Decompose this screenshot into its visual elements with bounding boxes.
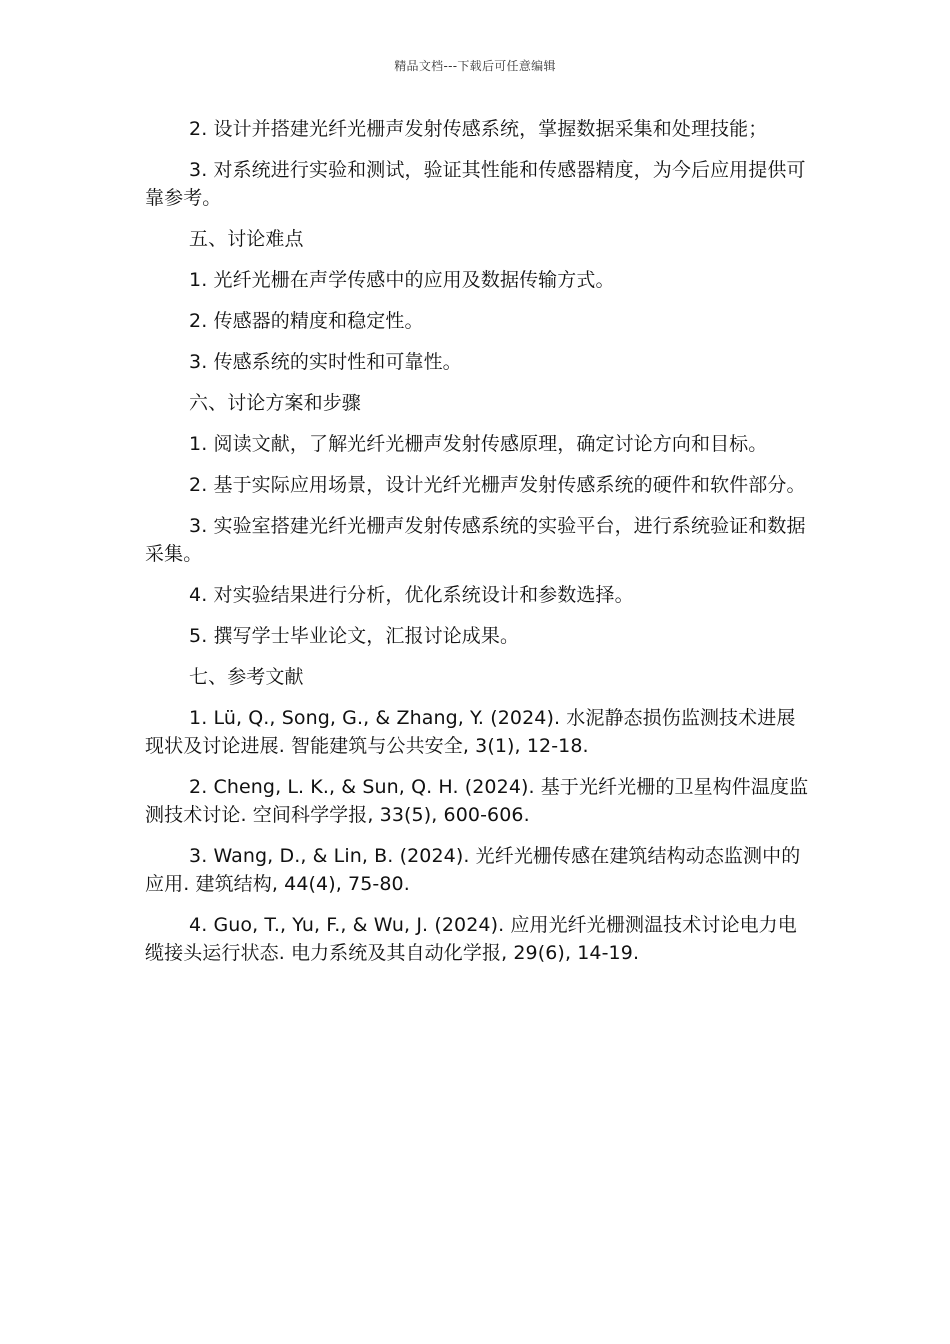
paragraph-objective-2: 2. 设计并搭建光纤光栅声发射传感系统，掌握数据采集和处理技能； xyxy=(189,118,768,140)
page-header: 精品文档---下载后可任意编辑 xyxy=(394,59,556,73)
reference-item-3: 3. Wang, D., & Lin, B. (2024). 光纤光栅传感在建筑结构动态监测中的应用. 建筑结构, 44(4), 75-80. xyxy=(145,845,801,895)
paragraph-step-3: 3. 实验室搭建光纤光栅声发射传感系统的实验平台，进行系统验证和数据采集。 xyxy=(145,515,806,565)
section-heading-difficulties: 五、讨论难点 xyxy=(189,228,304,250)
document-body xyxy=(145,115,811,980)
paragraph-step-4: 4. 对实验结果进行分析，优化系统设计和参数选择。 xyxy=(189,584,634,606)
paragraph-step-1: 1. 阅读文献，了解光纤光栅声发射传感原理，确定讨论方向和目标。 xyxy=(189,433,768,455)
reference-item-4: 4. Guo, T., Yu, F., & Wu, J. (2024). 应用光纤光栅测温技术讨论电力电缆接头运行状态. 电力系统及其自动化学报, 29(6), 14-19. xyxy=(145,914,797,964)
paragraph-objective-3: 3. 对系统进行实验和测试，验证其性能和传感器精度，为今后应用提供可靠参考。 xyxy=(145,159,806,209)
section-heading-plan: 六、讨论方案和步骤 xyxy=(189,392,361,414)
paragraph-difficulty-1: 1. 光纤光栅在声学传感中的应用及数据传输方式。 xyxy=(189,269,615,291)
reference-item-1: 1. Lü, Q., Song, G., & Zhang, Y. (2024). 水泥静态损伤监测技术进展现状及讨论进展. 智能建筑与公共安全, 3(1), 12-18. xyxy=(145,707,796,757)
paragraph-difficulty-2: 2. 传感器的精度和稳定性。 xyxy=(189,310,424,332)
paragraph-difficulty-3: 3. 传感系统的实时性和可靠性。 xyxy=(189,351,462,373)
section-heading-references: 七、参考文献 xyxy=(189,666,304,688)
paragraph-step-2: 2. 基于实际应用场景，设计光纤光栅声发射传感系统的硬件和软件部分。 xyxy=(189,474,806,496)
paragraph-step-5: 5. 撰写学士毕业论文，汇报讨论成果。 xyxy=(189,625,520,647)
reference-item-2: 2. Cheng, L. K., & Sun, Q. H. (2024). 基于光纤光栅的卫星构件温度监测技术讨论. 空间科学学报, 33(5), 600-606. xyxy=(145,776,809,826)
